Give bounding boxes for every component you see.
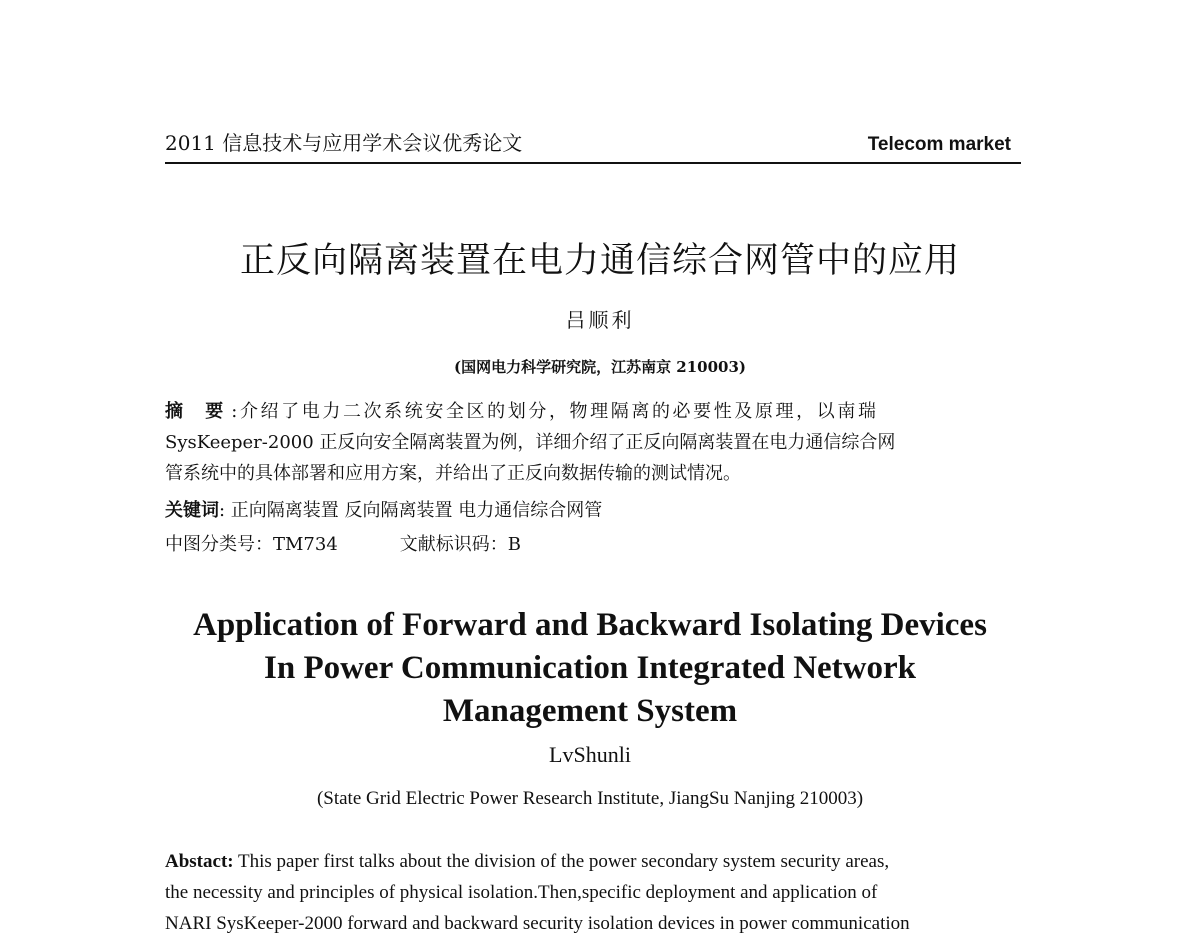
- class-number: 中图分类号：TM734: [165, 534, 338, 555]
- english-abstract-line: the necessity and principles of physical isolation.Then,specific deployment and application of: [165, 882, 878, 903]
- chinese-abstract-line: SysKeeper-2000 正反向安全隔离装置为例，详细介绍了正反向隔离装置在电力通信综合网: [165, 432, 896, 453]
- english-affiliation: (State Grid Electric Power Research Institute, JiangSu Nanjing 210003): [316, 788, 864, 809]
- chinese-author: 吕顺利: [565, 308, 635, 332]
- english-title-line: In Power Communication Integrated Network: [264, 650, 916, 686]
- header-conference-title: 2011 信息技术与应用学术会议优秀论文: [165, 131, 523, 155]
- english-title-line: Management System: [442, 693, 738, 729]
- document-code: 文献标识码：B: [399, 534, 522, 555]
- english-title-line: Application of Forward and Backward Isolating Devices: [193, 607, 987, 643]
- header-journal-name: Telecom market: [867, 134, 1011, 155]
- english-title: [0, 604, 1180, 733]
- chinese-title: 正反向隔离装置在电力通信综合网管中的应用: [239, 241, 960, 281]
- english-abstract-label: Abstact:: [165, 851, 234, 872]
- english-author: LvShunli: [549, 742, 631, 767]
- english-abstract-line: NARI SysKeeper-2000 forward and backward security isolation devices in power communication: [165, 913, 910, 934]
- keywords-text: : 正向隔离装置 反向隔离装置 电力通信综合网管: [219, 500, 603, 521]
- chinese-abstract-line: 摘 要:介绍了电力二次系统安全区的划分，物理隔离的必要性及原理，以南瑞: [165, 401, 879, 422]
- chinese-abstract: [165, 396, 1021, 489]
- english-abstract-line: Abstact: This paper first talks about the division of the power secondary system security areas,: [165, 851, 890, 872]
- classification-line: [165, 531, 1021, 559]
- running-header: [165, 130, 1021, 164]
- chinese-abstract-label: 摘 要: [165, 401, 232, 422]
- keywords-label: 关键词: [165, 500, 219, 521]
- chinese-abstract-line: 管系统中的具体部署和应用方案，并给出了正反向数据传输的测试情况。: [165, 463, 741, 484]
- chinese-keywords: [165, 497, 1021, 525]
- english-abstract: [165, 846, 1021, 939]
- chinese-affiliation: (国网电力科学研究院，江苏南京 210003): [453, 358, 747, 376]
